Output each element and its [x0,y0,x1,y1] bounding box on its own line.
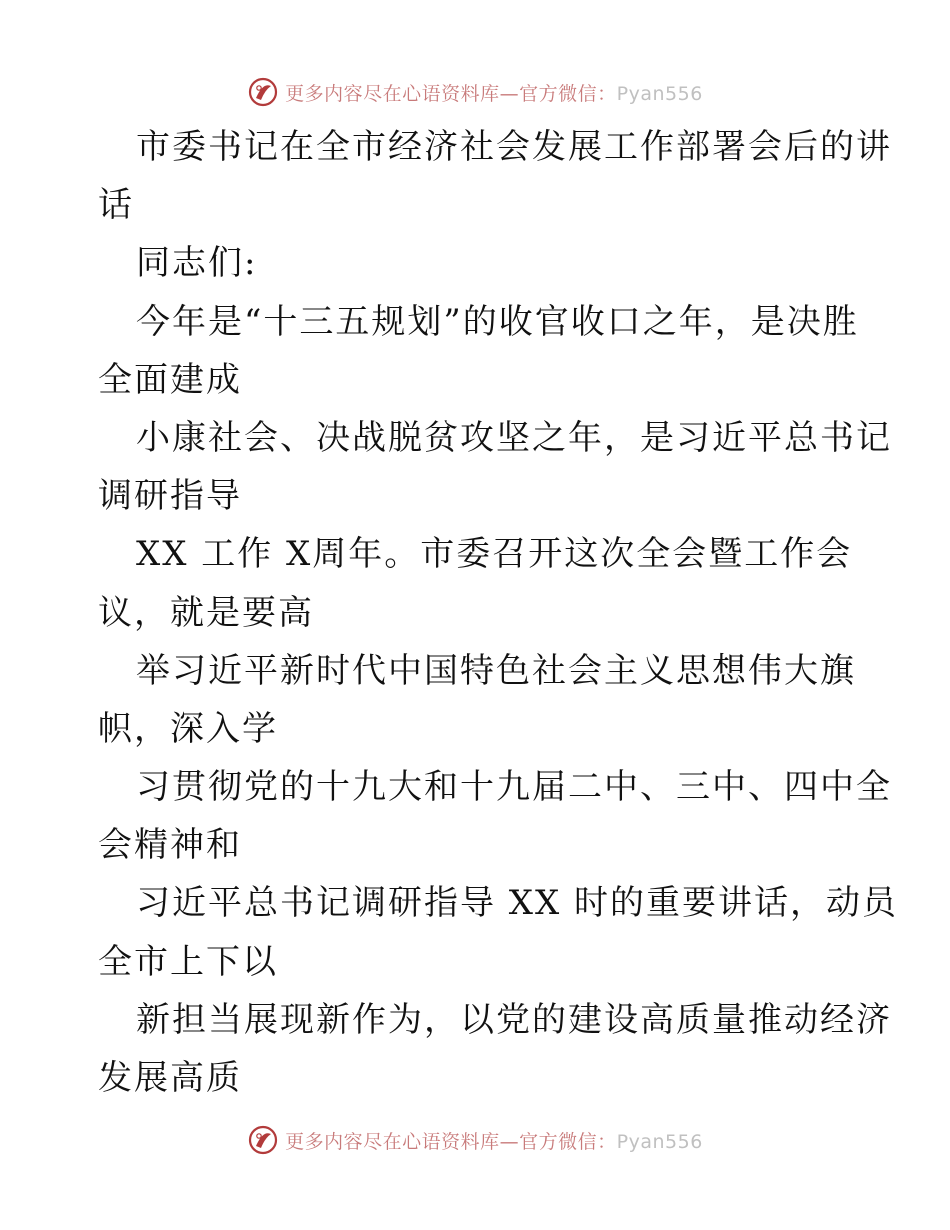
text-line: 帜，深入学 [98,708,278,749]
text-line: 小康社会、决战脱贫攻坚之年，是习近平总书记 [136,417,892,458]
text-line: 发展高质 [98,1058,242,1098]
watermark-label: 更多内容尽在心语资料库—官方微信：Pyan556 [285,82,703,105]
logo-icon [247,76,279,108]
text-line: 调研指导 [98,476,242,517]
text-line: 议，就是要高 [98,592,314,633]
logo-icon [247,1124,279,1156]
text-line: 会精神和 [98,825,242,866]
text-line: 同志们: [136,243,258,284]
footer-watermark [0,1120,950,1160]
text-line: XX 工作 X周年。市委召开这次全会暨工作会 [136,534,853,575]
text-line: 新担当展现新作为，以党的建设高质量推动经济 [136,999,892,1040]
text-line: 习贯彻党的十九大和十九届二中、三中、四中全 [136,767,892,808]
document-body [98,118,899,1107]
watermark-label: 更多内容尽在心语资料库—官方微信：Pyan556 [285,1130,703,1153]
text-line: 习近平总书记调研指导 XX 时的重要讲话，动员 [136,883,899,924]
text-line: 全面建成 [98,359,242,400]
text-line: 话 [98,185,134,226]
text-line: 今年是“十三五规划”的收官收口之年，是决胜 [136,301,859,342]
text-line: 全市上下以 [98,941,278,982]
text-line: 市委书记在全市经济社会发展工作部署会后的讲 [136,127,892,167]
text-line: 举习近平新时代中国特色社会主义思想伟大旗 [136,650,856,691]
header-watermark [0,72,950,112]
